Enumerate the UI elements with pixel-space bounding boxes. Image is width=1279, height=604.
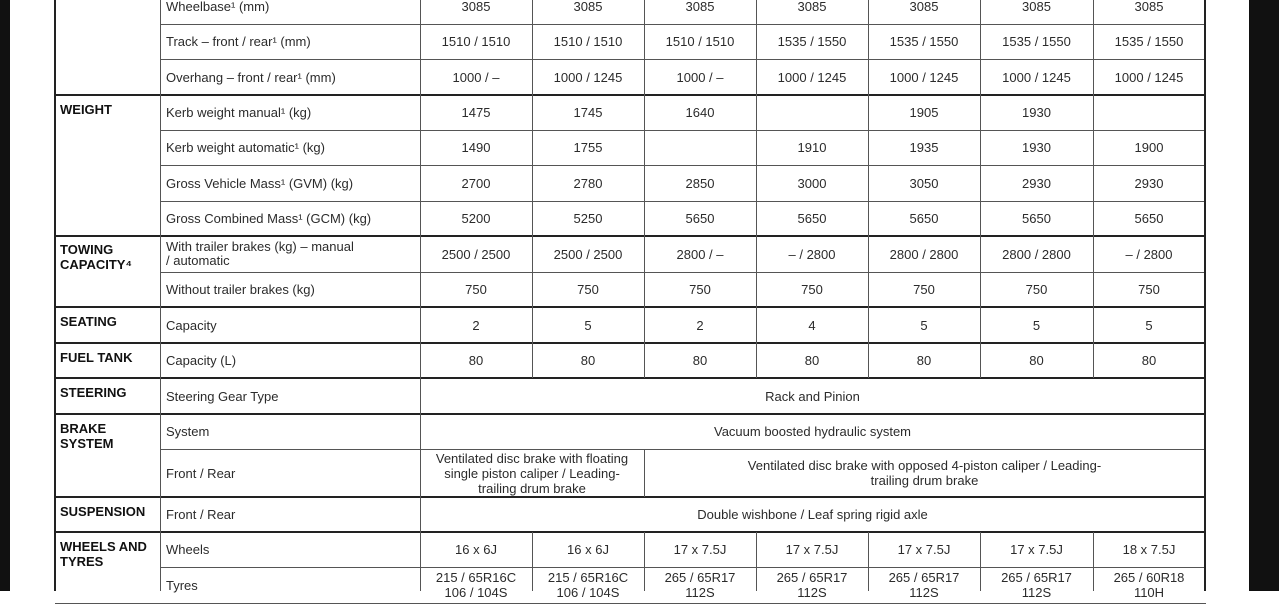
value-cell: 1000 / 1245 [553, 69, 623, 85]
value-cell [1093, 95, 1205, 130]
row-label: With trailer brakes (kg) – manual / automatic [166, 239, 354, 268]
value-cell: 5200 [461, 211, 491, 226]
value-cell: 5650 [1134, 211, 1164, 226]
value-cell: 1745 [573, 105, 603, 120]
row-label: Capacity (L) [166, 353, 237, 368]
value-cell: 1490 [461, 140, 491, 155]
value-cell: 18 x 7.5J [1122, 542, 1176, 557]
row-label: Capacity [166, 317, 217, 333]
row-divider [160, 567, 1206, 568]
column-divider [644, 449, 645, 497]
value-cell: 3085 [685, 0, 715, 14]
value-cell: 2930 [1134, 175, 1164, 191]
row-label: Without trailer brakes (kg) [166, 282, 315, 297]
row-divider [55, 377, 1206, 379]
row-divider [160, 59, 1206, 60]
value-cell: 3050 [909, 175, 939, 191]
value-cell: 750 [1025, 282, 1048, 297]
value-cell: 80 [468, 353, 484, 368]
screen-edge-left [0, 0, 10, 591]
row-divider [160, 201, 1206, 202]
value-cell: 4 [808, 317, 816, 333]
value-cell: 5 [920, 317, 928, 333]
column-divider [644, 532, 645, 591]
value-cell: 1535 / 1550 [889, 34, 959, 49]
value-cell: 5 [1032, 317, 1041, 333]
value-cell: 750 [689, 282, 711, 297]
value-cell: 16 x 6J [567, 542, 609, 557]
row-divider [55, 306, 1206, 308]
section-suspension: SUSPENSION [60, 504, 146, 519]
value-cell: 5650 [797, 211, 827, 226]
value-cell: 1475 [461, 105, 491, 120]
column-divider [868, 0, 869, 378]
value-cell: 17 x 7.5J [785, 542, 839, 557]
section-towing: TOWING CAPACITY⁴ [60, 242, 132, 272]
value-cell: 17 x 7.5J [897, 542, 951, 557]
column-divider [644, 0, 645, 378]
value-cell: – / 2800 [1125, 246, 1173, 262]
row-label: Front / Rear [166, 465, 236, 481]
value-cell: 1000 / 1245 [1114, 69, 1184, 85]
value-cell: 265 / 65R17 112S [888, 570, 960, 600]
value-cell: 1900 [1134, 140, 1164, 155]
row-divider [160, 24, 1206, 25]
value-cell: 215 / 65R16C 106 / 104S [547, 570, 629, 600]
value-cell [644, 130, 756, 165]
value-cell: 2800 / – [676, 246, 724, 262]
row-label: Gross Combined Mass¹ (GCM) (kg) [166, 211, 372, 226]
value-cell: 1510 / 1510 [553, 34, 623, 49]
value-cell: 3000 [797, 175, 827, 191]
value-cell: 1935 [909, 140, 939, 155]
value-cell: 1905 [909, 105, 939, 120]
column-divider [1093, 0, 1094, 378]
value-cell: – / 2800 [788, 246, 836, 262]
value-cell: 2 [472, 317, 480, 333]
value-cell: 750 [577, 282, 599, 297]
value-cell: 265 / 65R17 112S [776, 570, 848, 600]
section-brake: BRAKE SYSTEM [60, 421, 114, 451]
value-cell: 750 [801, 282, 823, 297]
value-cell: 265 / 60R18 110H [1113, 570, 1185, 600]
row-divider [55, 496, 1206, 498]
value-cell: 2500 / 2500 [441, 246, 511, 262]
value-cell: 5650 [909, 211, 939, 226]
value-cell: 750 [913, 282, 935, 297]
row-divider [160, 272, 1206, 273]
value-cell: 2850 [685, 175, 715, 191]
column-divider [532, 532, 533, 591]
value-span-right: Ventilated disc brake with opposed 4-piston caliper / Leading-trailing drum brake [747, 458, 1102, 488]
value-cell: 1930 [1022, 140, 1051, 155]
value-cell: 1000 / 1245 [777, 69, 847, 85]
row-label: Steering Gear Type [166, 388, 279, 404]
value-cell: 1000 / – [676, 69, 724, 85]
value-cell: 2780 [573, 175, 603, 191]
value-cell: 265 / 65R17 112S [664, 570, 736, 600]
row-label: Wheelbase¹ (mm) [166, 0, 270, 14]
value-cell: 265 / 65R17 112S [1001, 570, 1072, 600]
value-cell: 5650 [1022, 211, 1051, 226]
value-cell: 1535 / 1550 [1114, 34, 1184, 49]
row-divider [55, 413, 1206, 415]
section-steering: STEERING [60, 385, 127, 400]
value-cell: 1000 / 1245 [1002, 69, 1071, 85]
value-cell: 16 x 6J [455, 542, 497, 557]
row-label: Kerb weight automatic¹ (kg) [166, 140, 325, 155]
column-divider [756, 532, 757, 591]
column-divider [756, 0, 757, 378]
value-cell: 215 / 65R16C 106 / 104S [435, 570, 517, 600]
value-cell: 3085 [573, 0, 603, 14]
value-cell: 5250 [573, 211, 603, 226]
value-span-left: Ventilated disc brake with floating single piston caliper / Leading-trailing drum brake [435, 450, 629, 496]
value-cell: 2800 / 2800 [1002, 246, 1071, 262]
value-cell: 3085 [909, 0, 939, 14]
value-cell: 2930 [1022, 175, 1051, 191]
value-cell: 3085 [1134, 0, 1164, 14]
column-divider [868, 532, 869, 591]
value-cell: 2700 [461, 175, 491, 191]
value-cell: 80 [692, 353, 708, 368]
scrollbar-track[interactable] [1249, 0, 1279, 591]
value-cell: 750 [465, 282, 487, 297]
value-cell: 2800 / 2800 [889, 246, 959, 262]
row-divider [55, 235, 1206, 237]
value-cell: 5 [1145, 317, 1153, 333]
row-label: Front / Rear [166, 507, 236, 522]
column-divider [980, 0, 981, 378]
value-cell: 1535 / 1550 [777, 34, 847, 49]
value-cell: 1930 [1022, 105, 1051, 120]
section-wheels: WHEELS AND TYRES [60, 539, 147, 569]
section-fuel: FUEL TANK [60, 350, 133, 365]
value-cell: 3085 [797, 0, 827, 14]
row-divider [55, 94, 1206, 96]
value-cell: 3085 [461, 0, 491, 14]
row-label: Overhang – front / rear¹ (mm) [166, 69, 336, 85]
column-divider [420, 0, 421, 591]
value-cell: 1510 / 1510 [665, 34, 735, 49]
column-divider [54, 0, 56, 591]
value-cell: 5650 [685, 211, 715, 226]
value-cell: 5 [584, 317, 592, 333]
value-cell [756, 95, 868, 130]
value-cell: 17 x 7.5J [1010, 542, 1063, 557]
value-cell: 80 [804, 353, 820, 368]
row-label: Gross Vehicle Mass¹ (GVM) (kg) [166, 175, 354, 191]
row-divider [55, 531, 1206, 533]
row-divider [160, 165, 1206, 166]
column-divider [532, 0, 533, 378]
value-cell: 1000 / 1245 [889, 69, 959, 85]
column-divider [1093, 532, 1094, 591]
value-cell: 80 [580, 353, 596, 368]
value-cell: 1535 / 1550 [1002, 34, 1071, 49]
value-cell: 2500 / 2500 [553, 246, 623, 262]
row-label: Tyres [166, 577, 198, 593]
column-divider [160, 0, 161, 591]
row-label: Kerb weight manual¹ (kg) [166, 105, 312, 120]
value-cell: 80 [916, 353, 932, 368]
spec-table [10, 0, 1249, 600]
value-cell: 2 [696, 317, 704, 333]
value-span: Rack and Pinion [765, 388, 860, 404]
value-span: Vacuum boosted hydraulic system [713, 424, 912, 439]
value-cell: 80 [1141, 353, 1157, 368]
value-span: Double wishbone / Leaf spring rigid axle [697, 507, 928, 522]
row-label: Track – front / rear¹ (mm) [166, 34, 311, 49]
value-cell: 1000 / – [452, 69, 500, 85]
value-cell: 3085 [1022, 0, 1051, 14]
value-cell: 1755 [573, 140, 603, 155]
row-divider [160, 449, 1206, 450]
value-cell: 1510 / 1510 [441, 34, 511, 49]
value-cell: 1910 [797, 140, 827, 155]
row-label: System [166, 424, 210, 439]
value-cell: 17 x 7.5J [673, 542, 727, 557]
column-divider [980, 532, 981, 591]
value-cell: 80 [1029, 353, 1044, 368]
value-cell: 750 [1138, 282, 1160, 297]
row-label: Wheels [166, 542, 210, 557]
column-divider [1204, 0, 1206, 591]
row-divider [55, 342, 1206, 344]
section-weight: WEIGHT [60, 102, 112, 117]
row-divider [160, 130, 1206, 131]
value-cell: 1640 [685, 105, 715, 120]
section-seating: SEATING [60, 314, 117, 329]
